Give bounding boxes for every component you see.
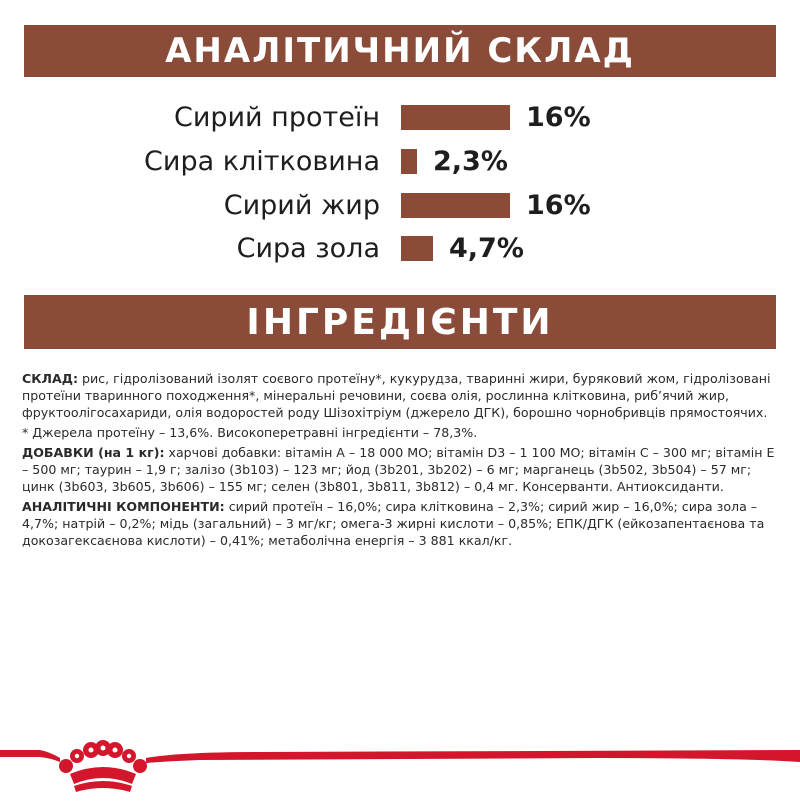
analytical-composition-title: АНАЛІТИЧНИЙ СКЛАД (165, 31, 635, 71)
analytical-bar (401, 149, 417, 174)
analytical-components-paragraph (22, 498, 782, 549)
analytical-row-value: 2,3% (433, 146, 508, 177)
composition-label: СКЛАД: (22, 371, 78, 386)
analytical-composition-header (24, 25, 776, 77)
brand-swoosh-graphic (0, 728, 800, 800)
ingredients-header (24, 295, 776, 349)
protein-footnote: * Джерела протеїну – 13,6%. Високоперетравні інгредієнти – 78,3%. (22, 425, 478, 440)
analytical-row-label: Сирий протеїн (173, 102, 380, 133)
composition-text: рис, гідролізований ізолят соєвого протеїну*, кукурудза, тваринні жири, буряковий жом, гідролізовані протеїни тваринного походження*, мінеральні речовини, соєва олія, рослинна клітковина, риб’ячий жир, фруктоолігосахариди, олія водоростей роду Шізохітріум (джерело ДГК), борошно чорнобривців прямостоячих. (22, 371, 771, 420)
composition-paragraph (22, 370, 782, 421)
analytical-row-label: Сирий жир (223, 190, 380, 221)
analytical-row-value: 16% (526, 102, 591, 133)
analytical-bar (401, 193, 510, 218)
analytical-row-fibre (0, 144, 800, 180)
analytical-components-text: сирий протеїн – 16,0%; сира клітковина – 2,3%; сирий жир – 16,0%; сира зола – 4,7%; натрій – 0,2%; мідь (загальний) – 3 мг/кг; омега-3 жирні кислоти – 0,85%; ЕПК/ДГК (ейкозапентаєнова та докозагексаєнова кислоти) – 0,41%; метаболічна енергія – 3 881 ккал/кг. (22, 499, 765, 548)
analytical-components-label: АНАЛІТИЧНІ КОМПОНЕНТИ: (22, 499, 225, 514)
analytical-row-label: Сира зола (236, 233, 380, 264)
analytical-row-ash (0, 231, 800, 267)
additives-paragraph (22, 444, 782, 495)
ingredients-text-block (22, 370, 782, 552)
analytical-row-value: 4,7% (449, 233, 524, 264)
analytical-bar (401, 105, 510, 130)
analytical-row-fat (0, 188, 800, 224)
ingredients-title: ІНГРЕДІЄНТИ (246, 301, 554, 343)
analytical-row-value: 16% (526, 190, 591, 221)
brand-logo-area (0, 728, 800, 800)
additives-text: харчові добавки: вітамін А – 18 000 МО; вітамін D3 – 1 100 МО; вітамін С – 300 мг; вітамін Е – 500 мг; таурин – 1,9 г; залізо (3b103) – 123 мг; йод (3b201, 3b202) – 6 мг; марганець (3b502, 3b504) – 57 мг; цинк (3b603, 3b605, 3b606) – 155 мг; селен (3b801, 3b811, 3b812) – 0,4 мг. Консерванти. Антиоксиданти. (22, 445, 775, 494)
analytical-row-protein (0, 100, 800, 136)
analytical-bar (401, 236, 433, 261)
additives-label: ДОБАВКИ (на 1 кг): (22, 445, 165, 460)
analytical-row-label: Сира клітковина (144, 146, 380, 177)
